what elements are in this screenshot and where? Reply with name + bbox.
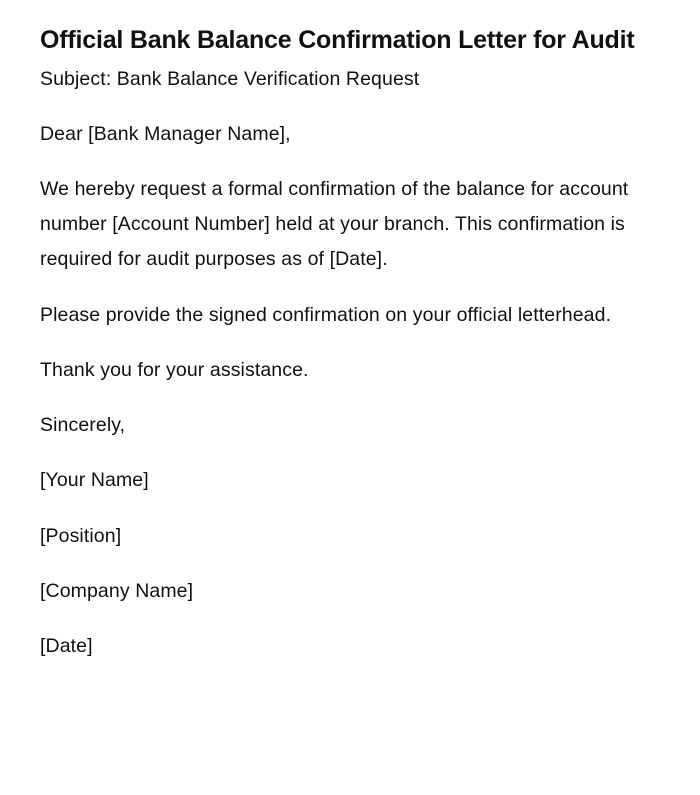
letter-body-request: We hereby request a formal confirmation of the balance for account number [Account Number] held at your branch. This confirmation is required for audit purposes as of [Date]. [40,178,629,270]
letter-subject: Subject: Bank Balance Verification Request [40,68,420,90]
letter-body-instruction: Please provide the signed confirmation on your official letterhead. [40,304,612,326]
signature-name: [Your Name] [40,469,149,491]
signature-company: [Company Name] [40,580,194,602]
signature-date: [Date] [40,635,93,657]
letter-salutation: Dear [Bank Manager Name], [40,123,291,145]
letter-title: Official Bank Balance Confirmation Letter for Audit [40,26,635,54]
signature-position: [Position] [40,525,122,547]
letter-closing: Sincerely, [40,414,126,436]
letter-thanks: Thank you for your assistance. [40,359,309,381]
